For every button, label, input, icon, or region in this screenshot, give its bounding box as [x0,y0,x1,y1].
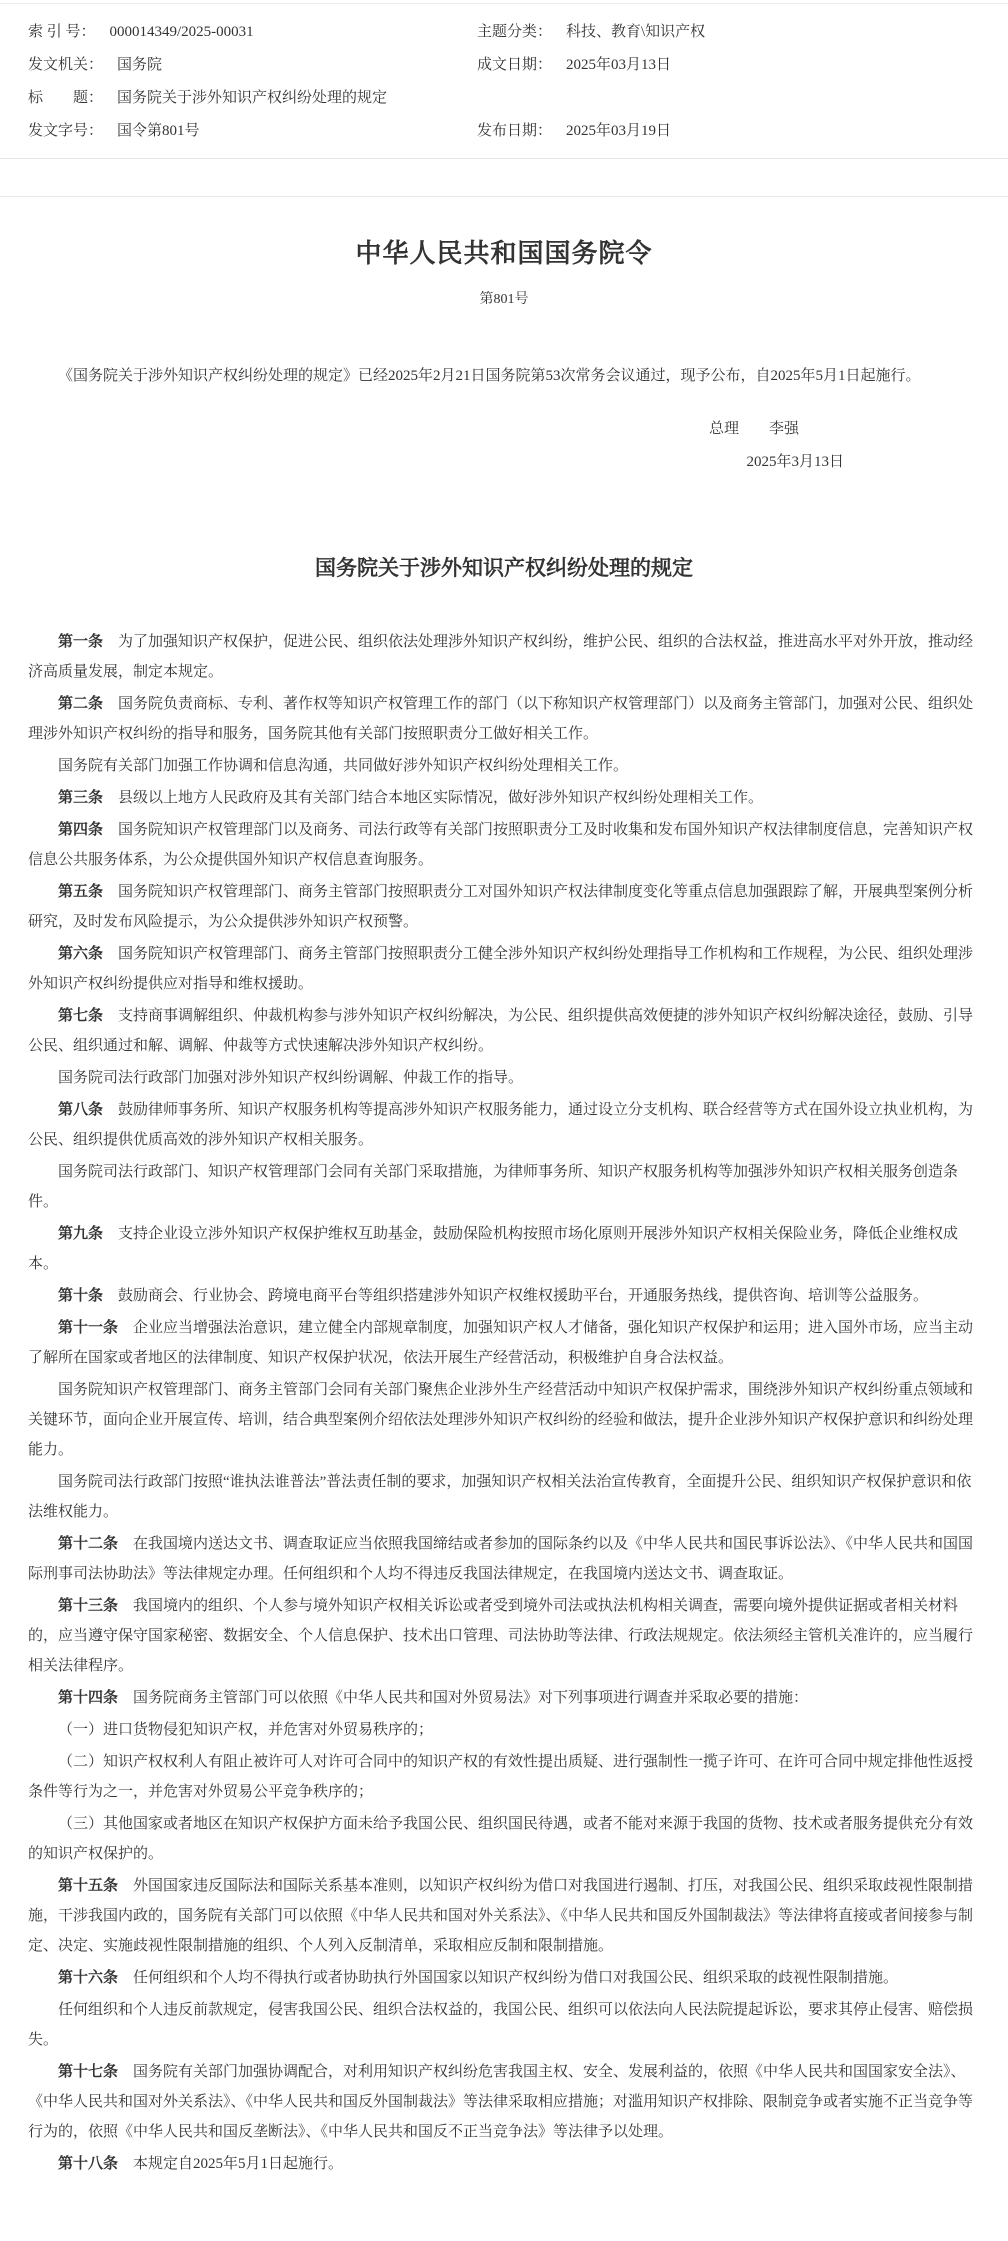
metadata-cell-right [477,82,1008,115]
metadata-label: 发文机关： [28,57,104,73]
article-number: 第一条 [58,634,104,650]
metadata-label: 主题分类： [477,24,553,40]
article-paragraph: 第三条 县级以上地方人民政府及其有关部门结合本地区实际情况，做好涉外知识产权纠纷处理相关工作。 [58,790,764,806]
article-number: 第二条 [58,696,104,712]
article-paragraph: 国务院司法行政部门、知识产权管理部门会同有关部门采取措施，为律师事务所、知识产权服务机构等加强涉外知识产权相关服务创造条件。 [28,1164,959,1210]
metadata-value: 国令第801号 [117,123,200,139]
article-number: 第九条 [58,1226,104,1242]
article-paragraph: 第八条 鼓励律师事务所、知识产权服务机构等提高涉外知识产权服务能力，通过设立分支机构、联合经营等方式在国外设立执业机构，为公民、组织提供优质高效的涉外知识产权相关服务。 [28,1102,974,1148]
article-paragraph: 任何组织和个人违反前款规定，侵害我国公民、组织合法权益的，我国公民、组织可以依法向人民法院提起诉讼，要求其停止侵害、赔偿损失。 [28,2002,974,2048]
metadata-value: 科技、教育\知识产权 [566,24,706,40]
metadata-value: 2025年03月19日 [566,123,672,139]
metadata-cell-left [0,82,477,115]
article-paragraph: 第六条 国务院知识产权管理部门、商务主管部门按照职责分工健全涉外知识产权纠纷处理指导工作机构和工作规程，为公民、组织处理涉外知识产权纠纷提供应对指导和维权援助。 [28,946,974,992]
article-paragraph: （二）知识产权权利人有阻止被许可人对许可合同中的知识产权的有效性提出质疑、进行强制性一揽子许可、在许可合同中规定排他性返授条件等行为之一，并危害对外贸易公平竞争秩序的； [28,1754,974,1800]
document-page [0,3,1008,2241]
metadata-value: 国务院关于涉外知识产权纠纷处理的规定 [117,90,388,106]
metadata-label: 成文日期： [477,57,553,73]
article-number: 第十三条 [58,1598,119,1614]
metadata-cell-left [0,49,477,82]
decree-title: 中华人民共和国国务院令 [355,239,653,268]
article-number: 第八条 [58,1102,104,1118]
article-paragraph: 第五条 国务院知识产权管理部门、商务主管部门按照职责分工对国外知识产权法律制度变化等重点信息加强跟踪了解，开展典型案例分析研究，及时发布风险提示，为公众提供涉外知识产权预警。 [28,884,974,930]
metadata-label: 发布日期： [477,123,553,139]
article-number: 第十七条 [58,2064,119,2080]
article-paragraph: 第十四条 国务院商务主管部门可以依照《中华人民共和国对外贸易法》对下列事项进行调查并采取必要的措施： [58,1690,809,1706]
article-paragraph: （一）进口货物侵犯知识产权，并危害对外贸易秩序的； [58,1722,434,1738]
article-number: 第十四条 [58,1690,119,1706]
regulation-title: 国务院关于涉外知识产权纠纷处理的规定 [315,556,693,580]
metadata-label: 发文字号： [28,123,104,139]
regulation-articles [28,627,980,2179]
metadata-cell-left [0,16,477,49]
article-paragraph: 国务院司法行政部门按照“谁执法谁普法”普法责任制的要求，加强知识产权相关法治宣传教育，全面提升公民、组织知识产权保护意识和依法维权能力。 [28,1474,972,1520]
metadata-cell-right [477,16,1008,49]
metadata-row [0,115,1008,148]
article-number: 第六条 [58,946,104,962]
article-number: 第十一条 [58,1320,119,1336]
metadata-cell-right [477,115,1008,148]
article-number: 第七条 [58,1008,104,1024]
decree-number: 第801号 [479,292,529,307]
decree-intro-paragraph: 《国务院关于涉外知识产权纠纷处理的规定》已经2025年2月21日国务院第53次常务会议通过，现予公布，自2025年5月1日起施行。 [58,368,921,384]
metadata-value: 000014349/2025-00031 [109,24,254,40]
metadata-row [0,16,1008,49]
metadata-value: 国务院 [117,57,163,73]
metadata-cell-right [477,49,1008,82]
article-number: 第十五条 [58,1878,119,1894]
signature-line: 总理 李强 [708,421,799,437]
document-metadata-table [0,3,1008,158]
metadata-row [0,82,1008,115]
article-paragraph: 第十一条 企业应当增强法治意识，建立健全内部规章制度，加强知识产权人才储备，强化知识产权保护和运用；进入国外市场，应当主动了解所在国家或者地区的法律制度、知识产权保护状况，依法开展生产经营活动，积极维护自身合法权益。 [28,1320,974,1366]
header-separator-band [0,158,1008,197]
metadata-label: 索 引 号： [28,24,96,40]
article-paragraph: 第十五条 外国国家违反国际法和国际关系基本准则，以知识产权纠纷为借口对我国进行遏制、打压，对我国公民、组织采取歧视性限制措施，干涉我国内政的，国务院有关部门可以依照《中华人民共和国对外关系法》、《中华人民共和国反外国制裁法》等法律将直接或者间接参与制定、决定、实施歧视性限制措施的组织、个人列入反制清单，采取相应反制和限制措施。 [28,1878,974,1954]
metadata-value: 2025年03月13日 [566,57,672,73]
article-number: 第十八条 [58,2156,119,2172]
document-body [0,239,1008,2241]
article-number: 第十条 [58,1288,104,1304]
article-paragraph: 第十八条 本规定自2025年5月1日起施行。 [58,2156,344,2172]
article-number: 第三条 [58,790,104,806]
article-paragraph: （三）其他国家或者地区在知识产权保护方面未给予我国公民、组织国民待遇，或者不能对来源于我国的货物、技术或者服务提供充分有效的知识产权保护的。 [28,1816,974,1862]
article-number: 第十六条 [58,1970,119,1986]
article-number: 第五条 [58,884,104,900]
article-paragraph: 国务院知识产权管理部门、商务主管部门会同有关部门聚焦企业涉外生产经营活动中知识产权保护需求，围绕涉外知识产权纠纷重点领域和关键环节，面向企业开展宣传、培训，结合典型案例介绍依法处理涉外知识产权纠纷的经验和做法，提升企业涉外知识产权保护意识和纠纷处理能力。 [28,1382,974,1458]
metadata-row [0,49,1008,82]
article-paragraph: 第十条 鼓励商会、行业协会、跨境电商平台等组织搭建涉外知识产权维权援助平台，开通服务热线，提供咨询、培训等公益服务。 [58,1288,929,1304]
article-number: 第四条 [58,822,104,838]
article-paragraph: 第九条 支持企业设立涉外知识产权保护维权互助基金，鼓励保险机构按照市场化原则开展涉外知识产权相关保险业务，降低企业维权成本。 [28,1226,959,1272]
article-paragraph: 第十七条 国务院有关部门加强协调配合，对利用知识产权纠纷危害我国主权、安全、发展利益的，依照《中华人民共和国国家安全法》、《中华人民共和国对外关系法》、《中华人民共和国反外国制裁法》等法律采取相应措施；对滥用知识产权排除、限制竞争或者实施不正当竞争等行为的，依照《中华人民共和国反垄断法》、《中华人民共和国反不正当竞争法》等法律予以处理。 [28,2064,974,2140]
metadata-label: 标 题： [28,90,104,106]
article-paragraph: 第四条 国务院知识产权管理部门以及商务、司法行政等有关部门按照职责分工及时收集和发布国外知识产权法律制度信息，完善知识产权信息公共服务体系，为公众提供国外知识产权信息查询服务。 [28,822,974,868]
article-paragraph: 第十三条 我国境内的组织、个人参与境外知识产权相关诉讼或者受到境外司法或执法机构相关调查，需要向境外提供证据或者相关材料的，应当遵守保守国家秘密、数据安全、个人信息保护、技术出口管理、司法协助等法律、行政法规规定。依法须经主管机关准许的，应当履行相关法律程序。 [28,1598,974,1674]
metadata-cell-left [0,115,477,148]
article-paragraph: 第二条 国务院负责商标、专利、著作权等知识产权管理工作的部门（以下称知识产权管理部门）以及商务主管部门，加强对公民、组织处理涉外知识产权纠纷的指导和服务，国务院其他有关部门按照职责分工做好相关工作。 [28,696,974,742]
article-paragraph: 第十二条 在我国境内送达文书、调查取证应当依照我国缔结或者参加的国际条约以及《中华人民共和国民事诉讼法》、《中华人民共和国国际刑事司法协助法》等法律规定办理。任何组织和个人均不得违反我国法律规定，在我国境内送达文书、调查取证。 [28,1536,974,1582]
article-paragraph: 第一条 为了加强知识产权保护，促进公民、组织依法处理涉外知识产权纠纷，维护公民、组织的合法权益，推进高水平对外开放，推动经济高质量发展，制定本规定。 [28,634,974,680]
article-paragraph: 第七条 支持商事调解组织、仲裁机构参与涉外知识产权纠纷解决，为公民、组织提供高效便捷的涉外知识产权纠纷解决途径，鼓励、引导公民、组织通过和解、调解、仲裁等方式快速解决涉外知识产权纠纷。 [28,1008,974,1054]
article-paragraph: 国务院有关部门加强工作协调和信息沟通，共同做好涉外知识产权纠纷处理相关工作。 [58,758,629,774]
article-paragraph: 国务院司法行政部门加强对涉外知识产权纠纷调解、仲裁工作的指导。 [58,1070,524,1086]
article-number: 第十二条 [58,1536,119,1552]
signature-date: 2025年3月13日 [746,454,844,470]
article-paragraph: 第十六条 任何组织和个人均不得执行或者协助执行外国国家以知识产权纠纷为借口对我国公民、组织采取的歧视性限制措施。 [58,1970,899,1986]
